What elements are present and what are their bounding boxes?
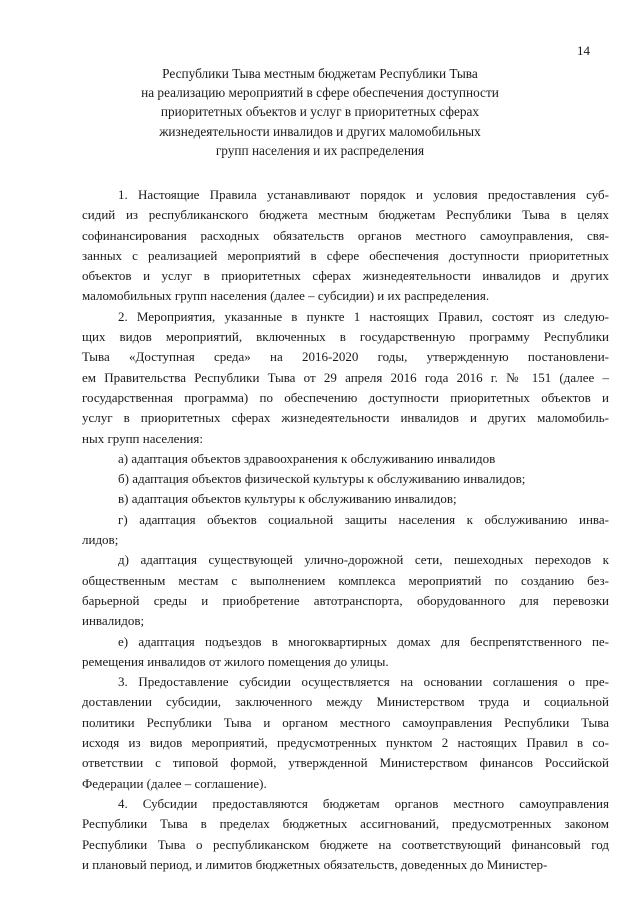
paragraph-line: лидов; <box>82 532 119 548</box>
paragraph <box>82 489 609 509</box>
page-number: 14 <box>577 43 590 58</box>
paragraph-line: государственная программа) по обеспечению доступности приоритетных объектов и <box>82 389 609 405</box>
paragraph-line: г) адаптация объектов социальной защиты населения к обслуживанию инва- <box>118 511 609 527</box>
paragraph-line: е) адаптация подъездов в многоквартирных домах для беспрепятственного пе- <box>118 633 609 649</box>
paragraph-line: исходя из видов мероприятий, предусмотренных пунктом 2 настоящих Правил в со- <box>82 735 609 751</box>
paragraph <box>82 550 609 631</box>
paragraph <box>82 449 609 469</box>
paragraph-line: ремещения инвалидов от жилого помещения до улицы. <box>82 653 389 669</box>
paragraph-line: Республики Тыва о республиканском бюджете на соответствующий финансовый год <box>82 836 609 852</box>
paragraph-line: услуг в приоритетных сферах жизнедеятельности инвалидов и других маломобиль- <box>82 410 609 426</box>
section-heading <box>120 64 520 160</box>
paragraph-line: щих видов мероприятий, включенных в государственную программу Республики <box>82 329 609 345</box>
heading-line: жизнедеятельности инвалидов и других маломобильных <box>159 123 481 139</box>
heading-line: приоритетных объектов и услуг в приоритетных сферах <box>160 104 480 120</box>
paragraph-line: объектов и услуг в приоритетных сферах жизнедеятельности инвалидов и других <box>82 268 609 284</box>
paragraph <box>82 632 609 673</box>
paragraph-line: б) адаптация объектов физической культуры к обслуживанию инвалидов; <box>118 471 526 487</box>
paragraph-line: сидий из республиканского бюджета местным бюджетам Республики Тыва в целях <box>82 207 609 223</box>
document-body <box>82 185 609 875</box>
paragraph-line: д) адаптация существующей улично-дорожной сети, пешеходных переходов к <box>118 552 609 568</box>
paragraph-line: ответствии с типовой формой, утвержденной Министерством финансов Российской <box>82 755 609 771</box>
paragraph-line: 1. Настоящие Правила устанавливают порядок и условия предоставления суб- <box>118 187 609 202</box>
paragraph-line: а) адаптация объектов здравоохранения к обслуживанию инвалидов <box>118 450 496 466</box>
paragraph-line: политики Республики Тыва и органом местного самоуправления Республики Тыва <box>82 714 609 730</box>
paragraph <box>82 185 609 307</box>
paragraph-line: Республики Тыва в пределах бюджетных ассигнований, предусмотренных законом <box>82 816 609 832</box>
paragraph-line: 2. Мероприятия, указанные в пункте 1 настоящих Правил, состоят из следую- <box>118 308 609 324</box>
paragraph <box>82 672 609 794</box>
paragraph <box>82 510 609 551</box>
paragraph <box>82 794 609 875</box>
paragraph-line: 3. Предоставление субсидии осуществляется на основании соглашения о пре- <box>118 674 609 690</box>
paragraph-line: доставлении субсидии, заключенного между Министерством труда и социальной <box>82 694 609 710</box>
paragraph-line: занных с реализацией мероприятий в сфере обеспечения доступности приоритетных <box>82 247 609 263</box>
paragraph-line: общественным местам с выполнением комплекса мероприятий по созданию без- <box>82 572 609 588</box>
paragraph-line: маломобильных групп населения (далее – субсидии) и их распределения. <box>82 288 490 304</box>
heading-line: Республики Тыва местным бюджетам Республики Тыва <box>162 66 478 81</box>
paragraph-line: Федерации (далее – соглашение). <box>82 775 267 791</box>
paragraph-line: и плановый период, и лимитов бюджетных обязательств, доведенных до Министер- <box>82 856 548 872</box>
paragraph <box>82 307 609 449</box>
paragraph <box>82 469 609 489</box>
heading-line: групп населения и их распределения <box>215 142 425 158</box>
paragraph-line: инвалидов; <box>82 613 145 629</box>
paragraph-line: софинансирования расходных обязательств органов местного самоуправления, свя- <box>82 227 609 243</box>
paragraph-line: в) адаптация объектов культуры к обслуживанию инвалидов; <box>118 491 457 507</box>
paragraph-line: ем Правительства Республики Тыва от 29 апреля 2016 года 2016 г. № 151 (далее – <box>82 369 609 385</box>
paragraph-line: барьерной среды и приобретение автотранспорта, оборудованного для перевозки <box>82 592 609 608</box>
paragraph-line: ных групп населения: <box>82 430 203 446</box>
paragraph-line: 4. Субсидии предоставляются бюджетам органов местного самоуправления <box>118 795 609 811</box>
heading-line: на реализацию мероприятий в сфере обеспечения доступности <box>141 85 499 101</box>
paragraph-line: Тыва «Доступная среда» на 2016-2020 годы, утвержденную постановлени- <box>82 349 609 365</box>
